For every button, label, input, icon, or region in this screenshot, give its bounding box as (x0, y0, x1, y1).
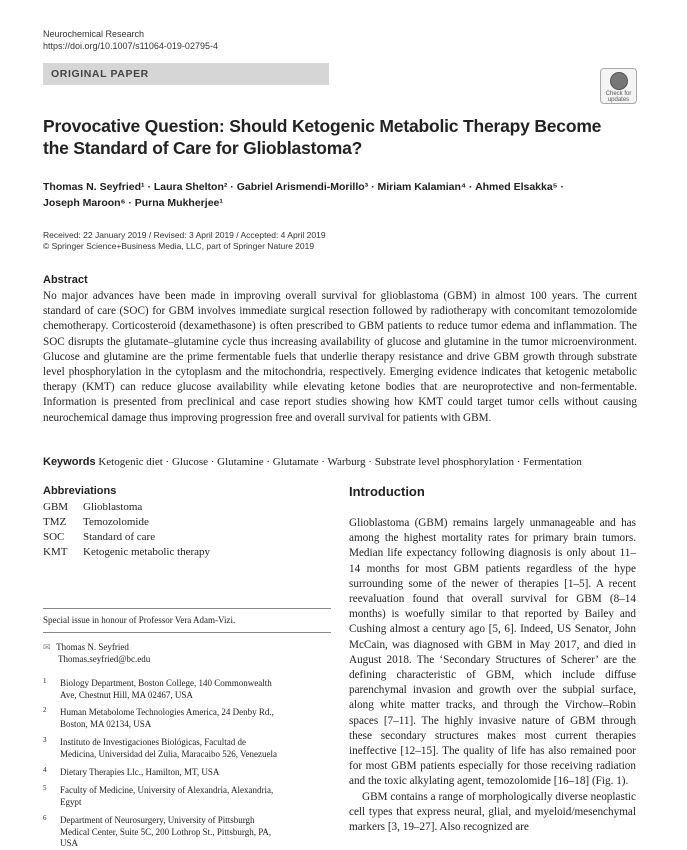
corresponding-name: Thomas N. Seyfried (56, 642, 129, 652)
affiliation (43, 767, 333, 779)
affiliation (43, 815, 333, 850)
authors-line-1: Thomas N. Seyfried¹ · Laura Shelton² · Gabriel Arismendi-Morillo³ · Miriam Kalamian⁴ · Ahmed Elsakka⁵ · (43, 181, 565, 193)
affiliation-number: 1 (43, 677, 47, 685)
abstract-text: No major advances have been made in improving overall survival for glioblastoma (GBM) in almost 100 years. The current standard of care (SOC) for GBM involves immediate surgical resection followed by radiotherapy with concomitant temozolomide chemotherapy. Corticosteroid (dexamethasone) is often prescribed to GBM patients to reduce tumor edema and inflammation. The SOC disrupts the glutamate–glutamine cycle thus increasing availability of glucose and glutamine in the tumor microenvironment. Glucose and glutamine are the prime fermentable fuels that underlie therapy resistance and drive GBM growth through substrate level phosphorylation in the cytoplasm and the mitochondria, respectively. Emerging evidence indicates that ketogenic metabolic therapy (KMT) can reduce glucose availability while elevating ketone bodies that are neuroprotective and non-fermentable. Information is presented from preclinical and case report studies showing how KMT could target tumor cells without causing neurochemical damage thus improving progression free and overall survival for patients with GBM. (43, 290, 637, 424)
affiliation-number: 3 (43, 736, 47, 744)
abbreviation-value: Standard of care (83, 531, 156, 543)
footnote-divider (43, 608, 331, 609)
affiliation-line: Faculty of Medicine, University of Alexandria, Alexandria, (60, 785, 274, 795)
intro-paragraph-2: GBM contains a range of morphologically diverse neoplastic cell types that express neural, glial, and myeloid/mesenchymal markers [3, 19–27]. Also recognized are (349, 790, 636, 834)
keywords-list: Ketogenic diet · Glucose · Glutamine · Glutamate · Warburg · Substrate level phosphorylation · Fermentation (98, 456, 582, 468)
check-updates-line2: updates (607, 97, 630, 103)
affiliation-number: 4 (43, 766, 47, 774)
special-issue-note: Special issue in honour of Professor Vera Adam-Vizi. (43, 615, 236, 625)
affiliation (43, 785, 333, 808)
article-type-label: ORIGINAL PAPER (51, 68, 149, 80)
abbreviation-row (43, 515, 149, 530)
introduction-heading: Introduction (349, 484, 425, 499)
introduction-body (349, 516, 636, 835)
affiliation (43, 737, 333, 760)
article-title: Provocative Question: Should Ketogenic Metabolic Therapy Become the Standard of Care for Glioblastoma? (43, 116, 602, 158)
abbreviation-row (43, 500, 142, 515)
corresponding-author (43, 641, 150, 665)
affiliation-line: Instituto de Investigaciones Biológicas, Facultad de (60, 737, 246, 747)
affiliation-number: 2 (43, 706, 47, 714)
abbreviation-value: Ketogenic metabolic therapy (83, 546, 211, 558)
article-dates (43, 230, 326, 252)
abbreviation-key: SOC (43, 531, 65, 543)
doi-link[interactable]: https://doi.org/10.1007/s11064-019-02795-4 (43, 41, 218, 51)
abbreviation-key: KMT (43, 546, 68, 558)
check-updates-icon (610, 72, 628, 90)
affiliation-line: Medical Center, Suite 5C, 200 Lothrop St., Pittsburgh, PA, (60, 826, 272, 837)
affiliation-line: Human Metabolome Technologies America, 24 Denby Rd., (60, 707, 274, 717)
affiliation-number: 5 (43, 784, 47, 792)
abbreviation-row (43, 530, 155, 545)
affiliation-line: Egypt (60, 796, 82, 807)
affiliation-line: Medicina, Universidad del Zulia, Maracaibo 526, Venezuela (60, 748, 278, 759)
affiliation-line: Ave, Chestnut Hill, MA 02467, USA (60, 689, 193, 700)
abbreviation-key: TMZ (43, 516, 67, 528)
affiliation-line: Biology Department, Boston College, 140 Commonwealth (60, 678, 272, 688)
affiliation (43, 707, 333, 730)
affiliation-line: Boston, MA 02134, USA (60, 718, 152, 729)
abbreviation-value: Glioblastoma (83, 501, 143, 513)
intro-paragraph-1: Glioblastoma (GBM) remains largely unmanageable and has among the highest mortality rates for primary brain tumors. Median life expectancy following diagnosis is only about 11–14 months for most GBM patients regardless of the hype surrounding some of the newer of therapies [1–5]. A recent reevaluation found that overall survival for GBM (8–14 months) is woefully similar to that reported by Bailey and Cushing almost a century ago [5, 6]. Indeed, US Senator, John McCain, was diagnosed with GBM in May 2017, and died in August 2018. The ‘Secondary Structures of Scherer’ are the defining characteristic of GBM, which include diffuse parenchymal invasion and growth over the subpial surface, along white matter tracks, and through the Virchow–Robin spaces [7–11]. The highly invasive nature of GBM through these secondary structures makes most current therapies ineffective [12–15]. The quality of life has also remained poor for most GBM patients especially for those receiving radiation and the toxic alkylating agent, temozolomide [16–18] (Fig. 1). (349, 517, 636, 788)
affiliation-line: Dietary Therapies Llc., Hamilton, MT, USA (60, 767, 220, 777)
abbreviation-key: GBM (43, 501, 69, 513)
abbreviation-row (43, 545, 210, 560)
affiliation-line: Department of Neurosurgery, University of Pittsburgh (60, 815, 255, 825)
article-type-banner (43, 63, 329, 85)
footnote-divider (43, 632, 331, 633)
abbreviations-heading: Abbreviations (43, 485, 117, 497)
envelope-icon: ✉ (43, 642, 51, 652)
abstract-heading: Abstract (43, 274, 88, 286)
check-for-updates-button[interactable] (600, 68, 637, 104)
dates-line: Received: 22 January 2019 / Revised: 3 April 2019 / Accepted: 4 April 2019 (43, 230, 326, 240)
journal-header (43, 28, 218, 52)
journal-name: Neurochemical Research (43, 29, 145, 39)
copyright-line: © Springer Science+Business Media, LLC, part of Springer Nature 2019 (43, 241, 315, 251)
abbreviation-value: Temozolomide (83, 516, 149, 528)
author-list (43, 179, 643, 211)
keywords-label: Keywords (43, 456, 96, 468)
authors-line-2: Joseph Maroon⁶ · Purna Mukherjee¹ (43, 197, 223, 209)
affiliation (43, 678, 333, 701)
corresponding-email[interactable]: Thomas.seyfried@bc.edu (58, 654, 151, 664)
keywords (43, 455, 643, 469)
affiliation-number: 6 (43, 814, 47, 822)
affiliation-line: USA (60, 838, 79, 848)
check-updates-line1: Check for (605, 91, 632, 97)
